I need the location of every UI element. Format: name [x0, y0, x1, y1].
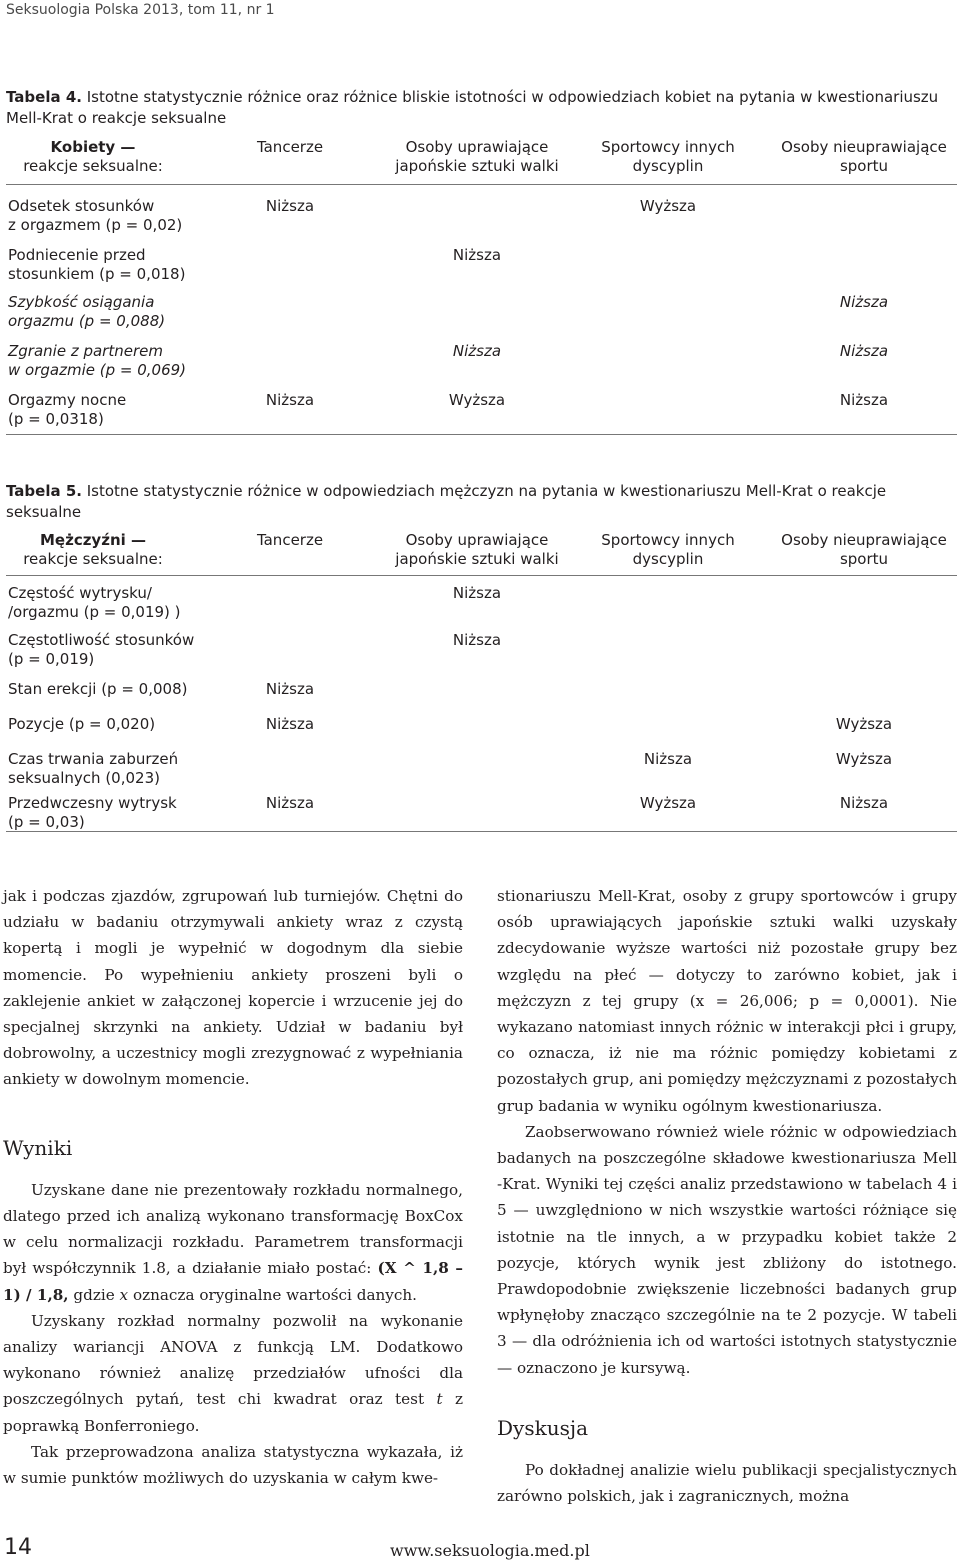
- table5-label: Tabela 5.: [6, 482, 82, 500]
- paragraph: Zaobserwowano również wiele różnic w odpowiedziach badanych na poszczególne składowe kwestionariusza Mell -Krat. Wyniki tej części analiz przedstawiono w tabelach 4 i 5 — uwzględniono w nich wszystkie wartości różniące się istotnie na tle innych, a w przypadku kobiet także 2 pozycje, których wynik jest zbliżony do istotnego. Prawdopodobnie zwiększenie liczebności badanych grup wpłynęłoby znacząco szczególnie na te 2 pozycje. W tabeli 3 — dla odróżnienia ich od wartości istotnych statystycznie — oznaczono je kursywą.: [497, 1122, 957, 1377]
- table5: [6, 529, 957, 834]
- table5-row-label: Pozycje (p = 0,020): [8, 715, 156, 733]
- table4-cell: Niższa: [839, 342, 889, 360]
- section-heading-results: Wyniki: [3, 1135, 73, 1160]
- paragraph: Uzyskany rozkład normalny pozwolił na wykonanie analizy wariancji ANOVA z funkcją LM. Dodatkowo wykonano również analizę przedziałów ufności dla poszczególnych pytań, test chi kwadrat oraz test t z poprawką Bonferroniego.: [3, 1311, 463, 1435]
- table5-cell: Niższa: [839, 794, 889, 812]
- table4-label: Tabela 4.: [6, 88, 82, 106]
- table5-cell: Niższa: [265, 715, 315, 733]
- table4-bottom-rule: [6, 434, 957, 435]
- table4-cell: Niższa: [452, 342, 502, 360]
- table5-cell: Niższa: [452, 584, 502, 602]
- right-text-column: [497, 883, 957, 1509]
- table4-row-label: Podniecenie przed stosunkiem (p = 0,018): [8, 246, 186, 283]
- table4-col-header-other-athletes: Sportowcy innych dyscyplin: [601, 138, 735, 175]
- table5-caption-text: Istotne statystycznie różnice w odpowiedziach mężczyzn na pytania w kwestionariuszu Mell-Krat o reakcje seksualne: [6, 482, 887, 521]
- paragraph: Uzyskane dane nie prezentowały rozkładu normalnego, dlatego przed ich analizą wykonano transformację BoxCox w celu normalizacji rozkładu. Parametrem transformacji był współczynnik 1.8, a działanie miało postać: (X ^ 1,8 – 1) / 1,8, gdzie x oznacza oryginalne wartości danych.: [3, 1180, 463, 1304]
- table4-col-header-non-athletes: Osoby nieuprawiające sportu: [781, 138, 947, 175]
- table5-bottom-rule: [6, 831, 957, 832]
- page-number: 14: [4, 1535, 32, 1560]
- table4-row-label: Szybkość osiągania orgazmu (p = 0,088): [8, 293, 166, 330]
- table5-col-header-other-athletes: Sportowcy innych dyscyplin: [601, 531, 735, 568]
- table5-row-label: Częstość wytrysku/ /orgazmu (p = 0,019) ): [8, 584, 181, 621]
- table5-cell: Niższa: [643, 750, 693, 768]
- table5-row-label: Czas trwania zaburzeń seksualnych (0,023): [8, 750, 179, 787]
- table4-col-header-dancers: Tancerze: [256, 138, 324, 156]
- table5-cell: Niższa: [265, 680, 315, 698]
- table5-col-header-martial-arts: Osoby uprawiające japońskie sztuki walki: [395, 531, 559, 568]
- table5-cell: Wyższa: [835, 715, 893, 733]
- table4-row-label: Orgazmy nocne (p = 0,0318): [8, 391, 127, 428]
- table4-cell: Niższa: [839, 391, 889, 409]
- table4-cell: Niższa: [452, 246, 502, 264]
- paragraph: Tak przeprowadzona analiza statystyczna wykazała, iż w sumie punktów możliwych do uzyskania w całym kwe-: [3, 1442, 463, 1488]
- table4-cell: Wyższa: [639, 197, 697, 215]
- table4-cell: Wyższa: [448, 391, 506, 409]
- table4: [6, 136, 957, 436]
- journal-header: Seksuologia Polska 2013, tom 11, nr 1: [6, 2, 275, 18]
- table5-row-label: Częstotliwość stosunków (p = 0,019): [8, 631, 195, 668]
- table5-header-rule: [6, 575, 957, 576]
- table4-group-header: Kobiety — reakcje seksualne:: [23, 138, 163, 175]
- formula: (X ^ 1,8 – 1) / 1,8,: [3, 1259, 463, 1304]
- table5-cell: Niższa: [265, 794, 315, 812]
- table5-caption: [6, 481, 956, 523]
- table4-header-rule: [6, 184, 957, 185]
- table5-group-header: Mężczyźni — reakcje seksualne:: [23, 531, 163, 568]
- table5-cell: Wyższa: [835, 750, 893, 768]
- table4-caption-text: Istotne statystycznie różnice oraz różnice bliskie istotności w odpowiedziach kobiet na pytania w kwestionariuszu Mell-Krat o reakcje seksualne: [6, 88, 939, 127]
- paragraph: stionariuszu Mell-Krat, osoby z grupy sportowców i grupy osób uprawiających japońskie sztuki walki uzyskały zdecydowanie wyższe wartości niż pozostałe grupy bez względu na płeć — dotyczy to zarówno kobiet, jak i mężczyzn z tej grupy (x = 26,006; p = 0,0001). Nie wykazano natomiast innych różnic w interakcji płci i grupy, co oznacza, iż nie ma różnic pomiędzy kobietami z pozostałych grup, ani pomiędzy mężczyznami z pozostałych grup badania w wyniku ogólnym kwestionariusza.: [497, 887, 957, 1115]
- table4-col-header-martial-arts: Osoby uprawiające japońskie sztuki walki: [395, 138, 559, 175]
- section-heading-discussion: Dyskusja: [497, 1415, 588, 1440]
- paragraph: jak i podczas zjazdów, zgrupowań lub turniejów. Chętni do udziału w badaniu otrzymywali ankiety wraz z czystą kopertą i mogli je wypełnić w dogodnym dla siebie momencie. Po wypełnieniu ankiety proszeni byli o zaklejenie ankiet w załączonej kopercie i wrzucenie jej do specjalnej skrzynki na ankiety. Udział w badaniu był dobrowolny, a uczestnicy mogli zrezygnować z wypełniania ankiety w dowolnym momencie.: [3, 887, 463, 1089]
- table5-cell: Wyższa: [639, 794, 697, 812]
- table4-cell: Niższa: [265, 197, 315, 215]
- left-text-column: [3, 883, 463, 1491]
- table4-row-label: Odsetek stosunków z orgazmem (p = 0,02): [8, 197, 183, 234]
- table4-cell: Niższa: [839, 293, 889, 311]
- table5-col-header-dancers: Tancerze: [256, 531, 324, 549]
- table5-row-label: Przedwczesny wytrysk (p = 0,03): [8, 794, 177, 831]
- paragraph: Po dokładnej analizie wielu publikacji specjalistycznych zarówno polskich, jak i zagranicznych, można: [497, 1461, 957, 1506]
- table4-cell: Niższa: [265, 391, 315, 409]
- table5-row-label: Stan erekcji (p = 0,008): [8, 680, 188, 698]
- table5-col-header-non-athletes: Osoby nieuprawiające sportu: [781, 531, 947, 568]
- table4-row-label: Zgranie z partnerem w orgazmie (p = 0,069): [8, 342, 187, 379]
- journal-url[interactable]: www.seksuologia.med.pl: [390, 1541, 590, 1560]
- table4-caption: [6, 87, 956, 129]
- table5-cell: Niższa: [452, 631, 502, 649]
